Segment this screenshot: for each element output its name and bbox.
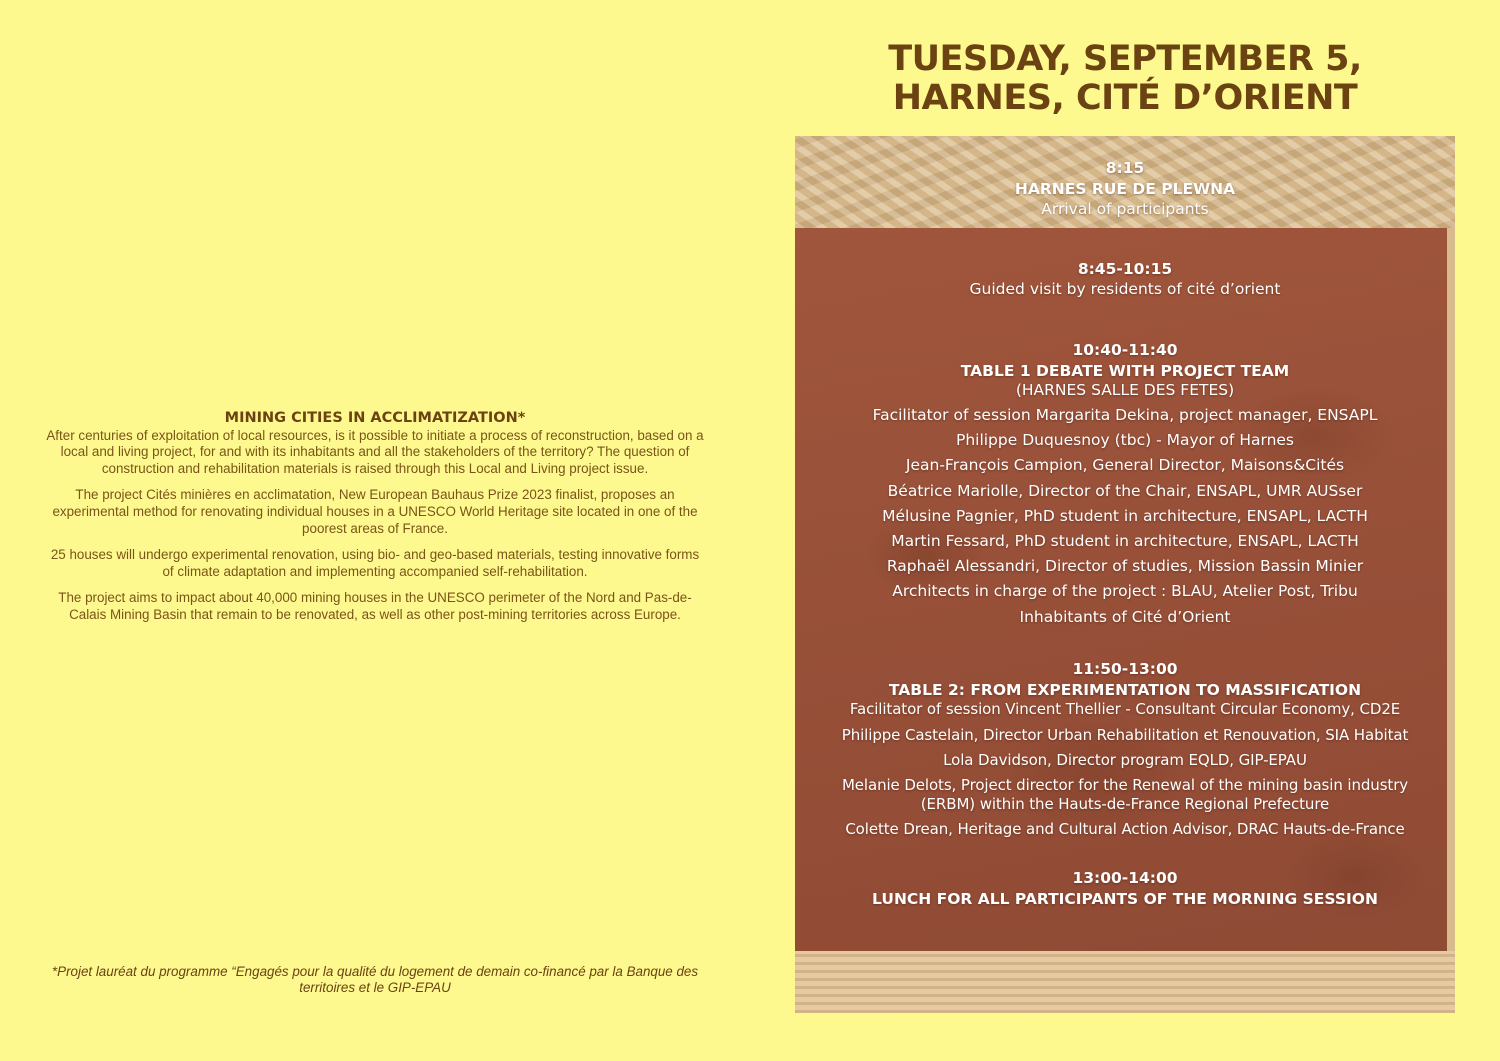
session-time: 11:50-13:00 [1072,660,1178,678]
header-date: TUESDAY, SEPTEMBER 5, [888,39,1362,79]
header-location: HARNES, CITÉ D’ORIENT [892,78,1358,118]
participant: Mélusine Pagnier, PhD student in architecture, ENSAPL, LACTH [882,507,1368,525]
participant: Philippe Duquesnoy (tbc) - Mayor of Harnes [955,431,1295,449]
participant: Béatrice Mariolle, Director of the Chair, ENSAPL, UMR AUSser [887,482,1363,500]
footnote: *Projet lauréat du programme “Engagés pour la qualité du logement de demain co-financé par la Banque des territoires et le GIP-EPAU [51,964,699,995]
description-paragraph-4: The project aims to impact about 40,000 mining houses in the UNESCO perimeter of the Nord and Pas-de-Calais Mining Basin that remain to be renovated, as well as other post-mining territories across Europe. [58,590,692,622]
description-paragraph-3: 25 houses will undergo experimental renovation, using bio- and geo-based materials, testing innovative forms of climate adaptation and implementing accompanied self-rehabilitation. [50,547,700,579]
participant: Architects in charge of the project : BLAU, Atelier Post, Tribu [892,582,1358,600]
participant: Martin Fessard, PhD student in architecture, ENSAPL, LACTH [891,532,1359,550]
project-title: MINING CITIES IN ACCLIMATIZATION* [224,410,526,426]
page-header [795,40,1455,118]
project-description [44,410,706,634]
wood-background-bottom [795,951,1455,1013]
participant: Colette Drean, Heritage and Cultural Action Advisor, DRAC Hauts-de-France [845,820,1405,838]
participant: Lola Davidson, Director program EQLD, GIP-EPAU [943,751,1307,769]
session-time: 8:45-10:15 [1077,260,1173,278]
participant: (ERBM) within the Hauts-de-France Regional Prefecture [920,795,1330,813]
session-description: Guided visit by residents of cité d’orient [969,280,1281,298]
session-location: (HARNES SALLE DES FETES) [1015,381,1235,399]
program-panel [795,136,1455,1013]
session-title: HARNES RUE DE PLEWNA [1014,180,1236,198]
participant: Jean-François Campion, General Director, Maisons&Cités [905,456,1345,474]
participant: Facilitator of session Vincent Thellier - Consultant Circular Economy, CD2E [849,700,1401,718]
session-time: 8:15 [1105,159,1145,177]
participant: Raphaël Alessandri, Director of studies, Mission Bassin Minier [886,557,1364,575]
description-paragraph-1: After centuries of exploitation of local resources, is it possible to initiate a process of reconstruction, based on a local and living project, for and with its inhabitants and all the stakeholders of the territory? The question of construction and rehabilitation materials is raised through this Local and Living project issue. [46,427,704,476]
description-paragraph-2: The project Cités minières en acclimatation, New European Bauhaus Prize 2023 finalist, proposes an experimental method for renovating individual houses in a UNESCO World Heritage site located in one of the poorest areas of France. [52,487,698,536]
session-time: 13:00-14:00 [1072,869,1178,887]
session-title: TABLE 1 DEBATE WITH PROJECT TEAM [960,362,1290,380]
participant: Facilitator of session Margarita Dekina, project manager, ENSAPL [872,406,1378,424]
session-title: TABLE 2: FROM EXPERIMENTATION TO MASSIFICATION [888,681,1362,699]
participant: Inhabitants of Cité d’Orient [1019,608,1231,626]
participant: Melanie Delots, Project director for the Renewal of the mining basin industry [841,776,1409,794]
participant: Philippe Castelain, Director Urban Rehabilitation et Renouvation, SIA Habitat [841,726,1409,744]
session-title: LUNCH FOR ALL PARTICIPANTS OF THE MORNING SESSION [872,890,1378,908]
session-description: Arrival of participants [1041,200,1209,218]
session-time: 10:40-11:40 [1072,341,1178,359]
